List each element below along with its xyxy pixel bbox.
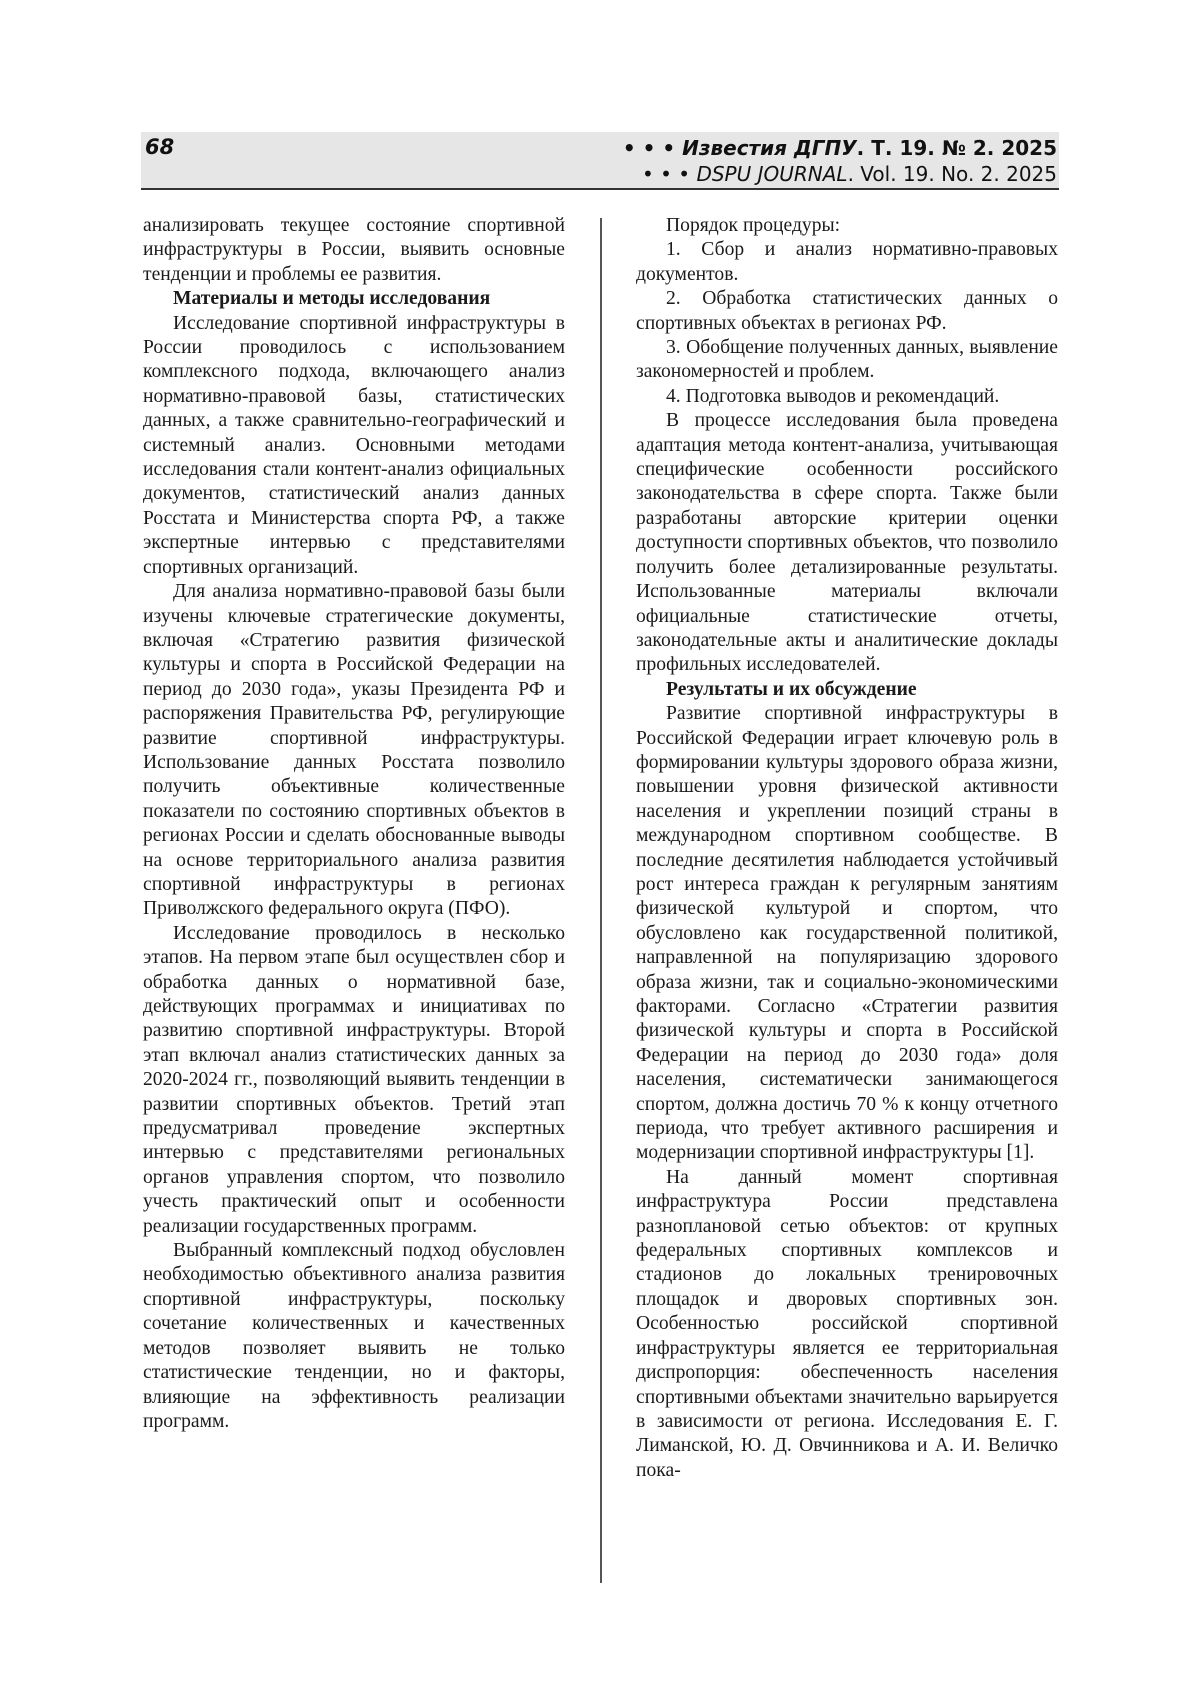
- right-column: [636, 214, 1058, 1483]
- paragraph: Выбранный комплексный подход обусловлен необходимостью объективного анализа развития спортивной инфраструктуры, поскольку сочетание количественных и качественных методов позволяет выявить не только статистические тенденции, но и факторы, влияющие на эффективность реализации программ.: [143, 1239, 565, 1434]
- bullet-dots: • • •: [642, 162, 696, 186]
- procedure-step: 1. Сбор и анализ нормативно-правовых документов.: [636, 238, 1058, 287]
- paragraph: На данный момент спортивная инфраструктура России представлена разноплановой сетью объектов: от крупных федеральных спортивных комплексов и стадионов до локальных тренировочных площадок и дворовых спортивных зон. Особенностью российской спортивной инфраструктуры является ее территориальная диспропорция: обеспеченность населения спортивными объектами значительно варьируется в зависимости от региона. Исследования Е. Г. Лиманской, Ю. Д. Овчинникова и А. И. Величко пока-: [636, 1166, 1058, 1483]
- paragraph: Исследование проводилось в несколько этапов. На первом этапе был осуществлен сбор и обработка данных о нормативной базе, действующих программах и инициативах по развитию спортивной инфраструктуры. Второй этап включал анализ статистических данных за 2020-2024 гг., позволяющий выявить тенденции в развитии спортивных объектов. Третий этап предусматривал проведение экспертных интервью с представителями региональных органов управления спортом, что позволило учесть практический опыт и особенности реализации государственных программ.: [143, 922, 565, 1239]
- journal-issue-en: . Vol. 19. No. 2. 2025: [848, 162, 1057, 186]
- paragraph: В процессе исследования была проведена адаптация метода контент-анализа, учитывающая специфические особенности российского законодательства в сфере спорта. Также были разработаны авторские критерии оценки доступности спортивных объектов, что позволило получить более детализированные результаты. Использованные материалы включали официальные статистические отчеты, законодательные акты и аналитические доклады профильных исследователей.: [636, 409, 1058, 677]
- header-divider: [141, 188, 1059, 190]
- procedure-step: 4. Подготовка выводов и рекомендаций.: [636, 385, 1058, 409]
- section-heading-methods: Материалы и методы исследования: [143, 287, 565, 311]
- section-heading-results: Результаты и их обсуждение: [636, 678, 1058, 702]
- running-header: [141, 132, 1059, 188]
- left-column: [143, 214, 565, 1434]
- paragraph: анализировать текущее состояние спортивной инфраструктуры в России, выявить основные тенденции и проблемы ее развития.: [143, 214, 565, 287]
- column-divider: [600, 218, 602, 1583]
- procedure-step: 3. Обобщение полученных данных, выявление закономерностей и проблем.: [636, 336, 1058, 385]
- paragraph: Для анализа нормативно-правовой базы были изучены ключевые стратегические документы, включая «Стратегию развития физической культуры и спорта в Российской Федерации на период до 2030 года», указы Президента РФ и распоряжения Правительства РФ, регулирующие развитие спортивной инфраструктуры. Использование данных Росстата позволило получить объективные количественные показатели по состоянию спортивных объектов в регионах России и сделать обоснованные выводы на основе территориального анализа развития спортивной инфраструктуры в регионах Приволжского федерального округа (ПФО).: [143, 580, 565, 922]
- page-number: 68: [145, 135, 174, 159]
- journal-running-title: [623, 135, 1057, 187]
- paragraph: Исследование спортивной инфраструктуры в России проводилось с использованием комплексного подхода, включающего анализ нормативно-правовой базы, статистических данных, а также сравнительно-географический и системный анализ. Основными методами исследования стали контент-анализ официальных документов, статистический анализ данных Росстата и Министерства спорта РФ, а также экспертные интервью с представителями спортивных организаций.: [143, 312, 565, 580]
- paragraph: Развитие спортивной инфраструктуры в Российской Федерации играет ключевую роль в формировании культуры здорового образа жизни, повышении уровня физической активности населения и укреплении позиций страны в международном спортивном сообществе. В последние десятилетия наблюдается устойчивый рост интереса граждан к регулярным занятиям физической культурой и спортом, что обусловлено как государственной политикой, направленной на популяризацию здорового образа жизни, так и социально-экономическими факторами. Согласно «Стратегии развития физической культуры и спорта в Российской Федерации на период до 2030 года» доля населения, систематически занимающегося спортом, должна достичь 70 % к концу отчетного периода, что требует активного расширения и модернизации спортивной инфраструктуры [1].: [636, 702, 1058, 1166]
- journal-title-en: [623, 161, 1057, 187]
- journal-issue-ru: . Т. 19. № 2. 2025: [857, 136, 1057, 160]
- journal-name-ru: Известия ДГПУ: [682, 136, 857, 160]
- procedure-title: Порядок процедуры:: [636, 214, 1058, 238]
- bullet-dots: • • •: [623, 136, 682, 160]
- journal-name-en: DSPU JOURNAL: [696, 162, 847, 186]
- procedure-step: 2. Обработка статистических данных о спортивных объектах в регионах РФ.: [636, 287, 1058, 336]
- journal-title-ru: [623, 135, 1057, 161]
